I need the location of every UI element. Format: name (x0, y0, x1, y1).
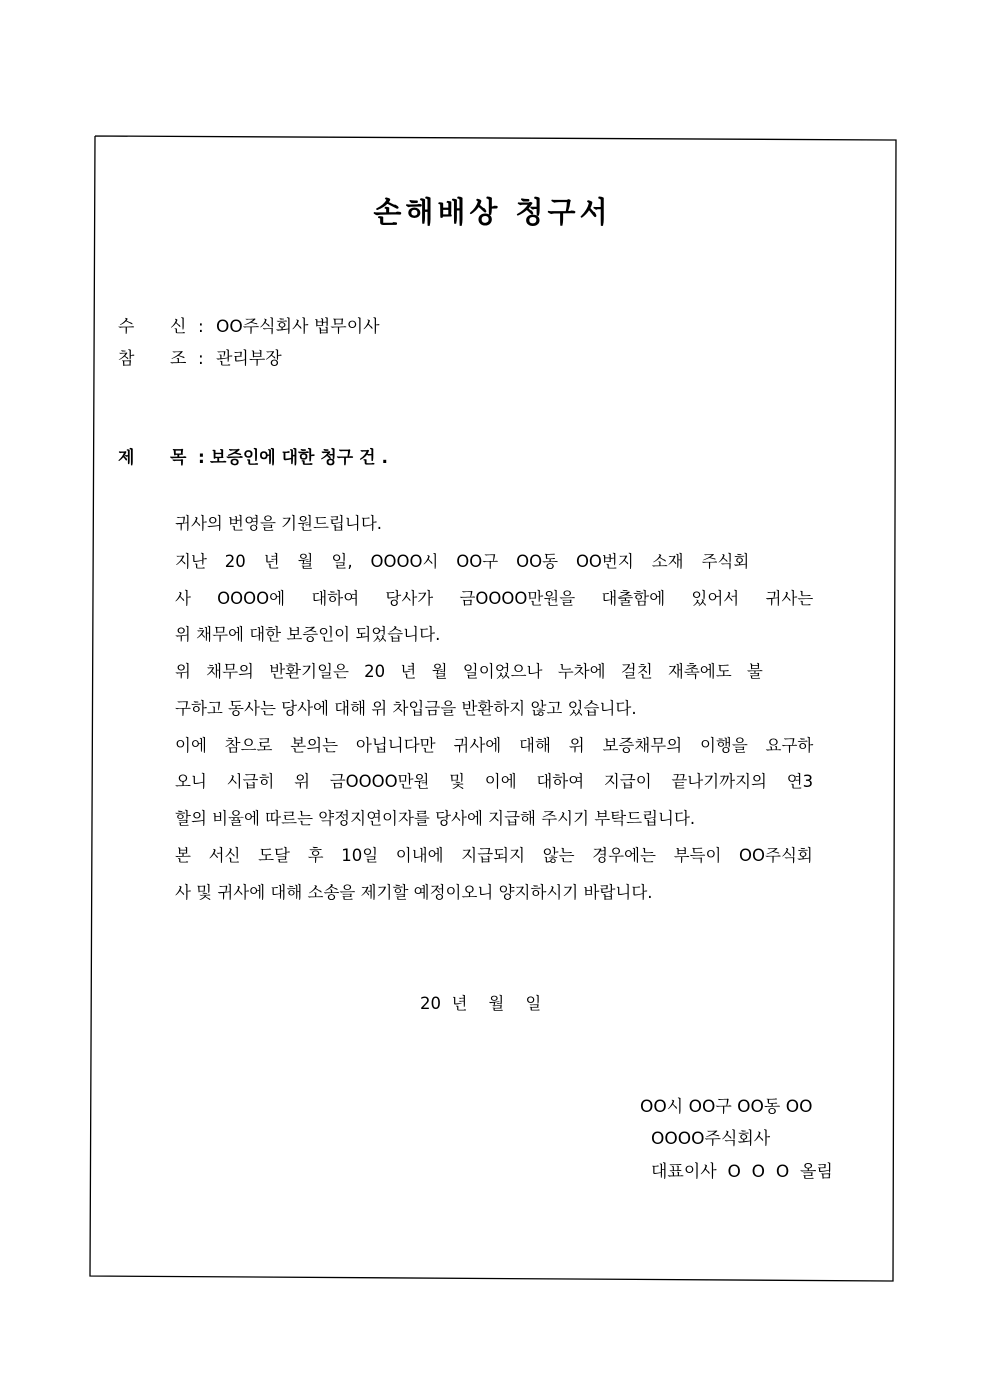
reference-label-1: 참 (118, 349, 135, 369)
recipient-label-2: 신 (170, 317, 187, 337)
recipient-colon: : (198, 317, 204, 337)
document-date: 20 년 월 일 (420, 994, 542, 1013)
reference-colon: : (198, 349, 204, 369)
body-line: 사 및 귀사에 대해 소송을 제기할 예정이오니 양지하시기 바랍니다. (175, 883, 653, 902)
subject-label-1: 제 (118, 448, 135, 468)
recipient-row (118, 312, 380, 337)
body-line: 구하고 동사는 당사에 대해 위 차입금을 반환하지 않고 있습니다. (175, 699, 637, 718)
body-line: 오니 시급히 위 금OOOO만원 및 이에 대하여 지급이 끝나기까지의 연3 (175, 772, 814, 791)
body-line: 본 서신 도달 후 10일 이내에 지급되지 않는 경우에는 부득이 OO주식회 (175, 846, 813, 865)
subject-value: 보증인에 대한 청구 건 . (210, 448, 388, 468)
recipient-label-1: 수 (118, 317, 135, 337)
sender-representative: 대표이사 O O O 올림 (651, 1162, 833, 1182)
recipient-value: OO주식회사 법무이사 (216, 317, 380, 337)
subject-row (118, 443, 388, 468)
body-line: 위 채무의 반환기일은 20 년 월 일이었으나 누차에 걸친 재촉에도 불 (175, 662, 763, 681)
reference-value: 관리부장 (216, 349, 282, 369)
subject-colon: : (198, 448, 205, 468)
document-title: 손해배상 청구서 (373, 195, 612, 229)
subject-label-2: 목 (170, 448, 187, 468)
body-line: 귀사의 번영을 기원드립니다. (175, 514, 383, 533)
sender-company: OOOO주식회사 (651, 1129, 771, 1149)
body-line: 이에 참으로 본의는 아닙니다만 귀사에 대해 위 보증채무의 이행을 요구하 (175, 736, 814, 755)
reference-label-2: 조 (170, 349, 187, 369)
body-line: 위 채무에 대한 보증인이 되었습니다. (175, 625, 441, 644)
sender-address: OO시 OO구 OO동 OO (640, 1097, 813, 1117)
reference-row (118, 344, 282, 369)
body-line: 지난 20 년 월 일, OOOO시 OO구 OO동 OO번지 소재 주식회 (175, 552, 750, 571)
body-line: 사 OOOO에 대하여 당사가 금OOOO만원을 대출함에 있어서 귀사는 (175, 589, 814, 608)
body-line: 할의 비율에 따르는 약정지연이자를 당사에 지급해 주시기 부탁드립니다. (175, 809, 696, 828)
